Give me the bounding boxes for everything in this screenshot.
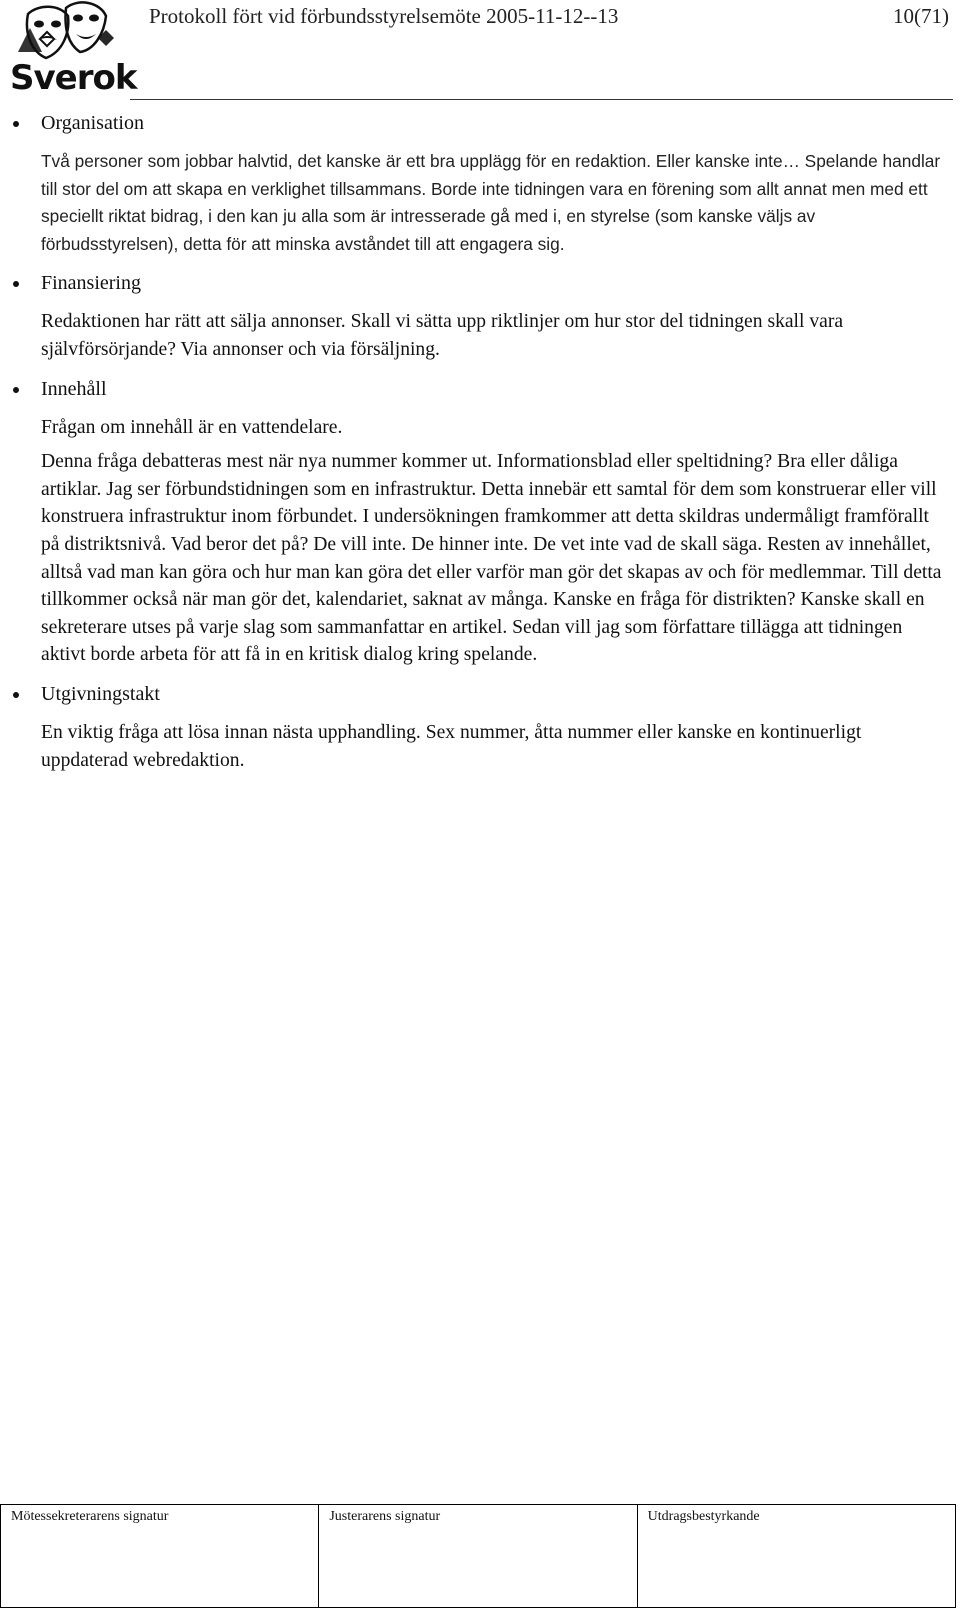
page-header [0, 0, 960, 100]
paragraph-rest: Borde inte tidningen vara en förening som allt annat men med ett speciellt riktat bidrag, i den kan ju alla som är intresserade gå med i, en styrelse (som kanske väljs av förbudsstyrelsen), detta för att minska avståndet till att engagera sig. [41, 178, 928, 254]
bullet-icon [13, 121, 19, 127]
header-divider [130, 99, 953, 100]
signature-adjuster: Justerarens signatur [319, 1505, 637, 1608]
signature-certification: Utdragsbestyrkande [637, 1505, 955, 1608]
signature-secretary: Mötessekreterarens signatur [1, 1505, 319, 1608]
document-title: Protokoll fört vid förbundsstyrelsemöte 2005-11-12--13 [149, 4, 619, 28]
paragraph: Redaktionen har rätt att sälja annonser. Skall vi sätta upp riktlinjer om hur stor del tidningen skall vara självförsörjande? Via annonser och via försäljning. [41, 311, 844, 360]
bullet-icon [13, 281, 19, 287]
paragraph: Frågan om innehåll är en vattendelare. [41, 416, 343, 438]
section-heading-finansiering: Finansiering [0, 268, 960, 298]
signature-table [0, 1504, 956, 1608]
paragraph: Denna fråga debatteras mest när nya nummer kommer ut. Informationsblad eller speltidning? Bra eller dåliga artiklar. Jag ser förbundstidningen som en infrastruktur. Detta innebär ett samtal för dem som konstruerar eller vill konstruera infrastruktur inom förbundet. I undersökningen framkommer att detta skildras undermåligt framförallt på distriktsnivå. Vad beror det på? De vill inte. De hinner inte. De vet inte vad de skall säga. Resten av innehållet, alltså vad man kan göra och hur man kan göra det eller varför man gör det skapas av och för medlemmar. Till detta tillkommer också när man gör det, kalendariet, saknat av många. Kanske en fråga för distrikten? Kanske skall en sekreterare utses på varje slag som sammanfattar en artikel. Sedan vill jag som författare tillägga att tidningen aktivt borde arbeta för att få in en kritisk dialog kring spelande. [41, 451, 942, 666]
bullet-icon [13, 692, 19, 698]
logo-wordmark: Sverok [10, 58, 137, 98]
section-heading-organisation: Organisation [0, 108, 960, 138]
page-number: 10(71) [893, 4, 949, 28]
paragraph: En viktig fråga att lösa innan nästa upphandling. Sex nummer, åtta nummer eller kanske en kontinuerligt uppdaterad webredaktion. [41, 721, 862, 771]
paragraph-lead: Två personer som jobbar halvtid, det kanske är ett bra upplägg för en redaktion. Eller kanske inte… Spelande handlar till stor del om att skapa en verklighet tillsammans. [41, 151, 941, 199]
section-heading-utgivningstakt: Utgivningstakt [0, 679, 960, 709]
bullet-icon [13, 387, 19, 393]
document-body [0, 108, 960, 774]
paragraph [0, 148, 960, 258]
section-heading-innehall: Innehåll [0, 374, 960, 404]
